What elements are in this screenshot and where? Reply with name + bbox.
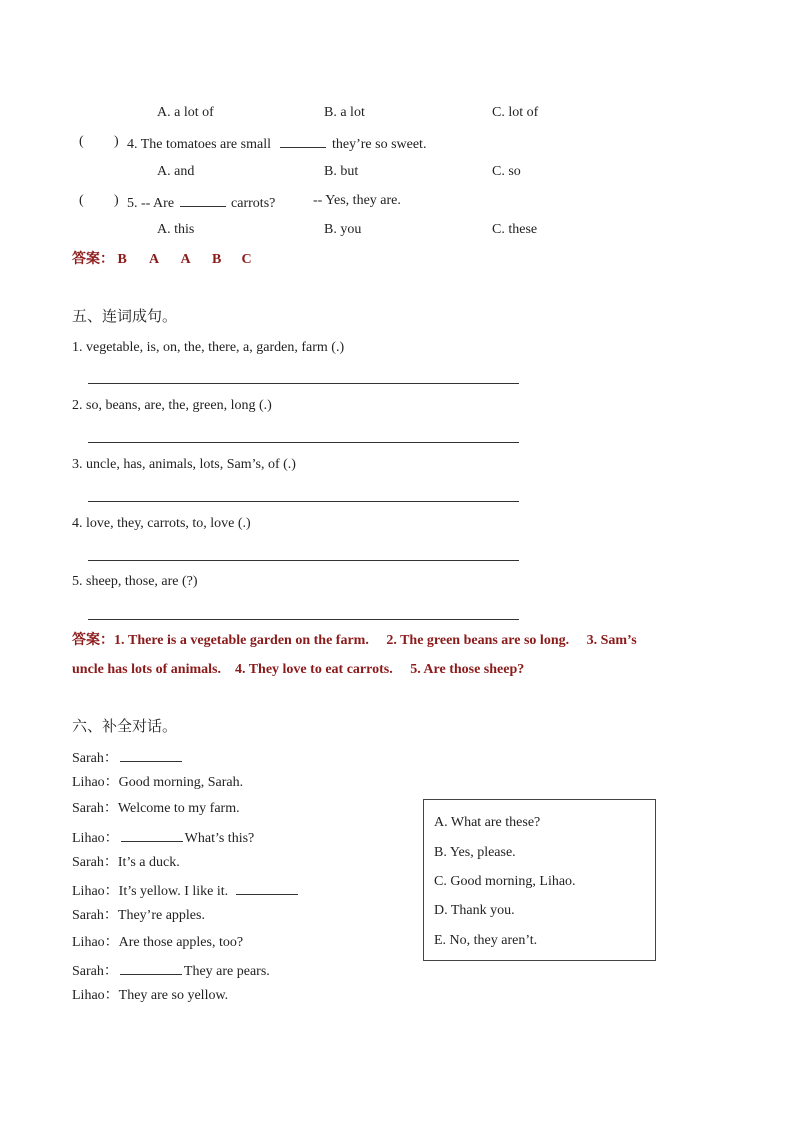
dialog-line — [72, 774, 243, 792]
dialog-line — [72, 800, 240, 818]
q4-option-a: A. and — [157, 164, 195, 179]
dialog-options-box — [423, 799, 656, 961]
dialog-text: They are pears. — [183, 964, 270, 979]
dialog-blank[interactable] — [121, 827, 183, 842]
dialog-text: They are so yellow. — [118, 988, 229, 1003]
question-4 — [127, 133, 426, 154]
dialog-text: They’re apples. — [117, 908, 205, 923]
dialog-blank[interactable] — [236, 880, 298, 895]
q4-option-c: C. so — [492, 164, 521, 179]
speaker: Lihao： — [72, 831, 119, 846]
speaker: Sarah： — [72, 908, 118, 923]
section4-answer-label: 答案： — [72, 252, 114, 267]
dialog-blank[interactable] — [120, 747, 182, 762]
sentence-item-5: 5. sheep, those, are (?) — [72, 574, 198, 589]
q5-blank[interactable] — [180, 192, 226, 207]
speaker: Lihao： — [72, 775, 119, 790]
section5-title: 五、连词成句。 — [72, 309, 178, 325]
q3-option-b: B. a lot — [324, 105, 365, 120]
dialog-option-c: C. Good morning, Lihao. — [434, 874, 576, 889]
speaker: Lihao： — [72, 988, 119, 1003]
q5-paren-left: ( — [79, 193, 84, 208]
answer-5: C — [241, 252, 252, 267]
section5-answer-line-2: uncle has lots of animals. 4. They love to eat carrots. 5. Are those sheep? — [72, 662, 525, 677]
answer-2: A — [149, 252, 160, 267]
dialog-text: It’s a duck. — [117, 855, 180, 870]
dialog-line — [72, 747, 184, 768]
dialog-line — [72, 960, 270, 981]
answer-line-2[interactable] — [88, 442, 519, 443]
section5-answer-text-1: 1. There is a vegetable garden on the farm. 2. The green beans are so long. 3. Sam’s — [114, 633, 637, 648]
answer-4: B — [212, 252, 222, 267]
q5-paren-right: ) — [114, 193, 119, 208]
dialog-option-e: E. No, they aren’t. — [434, 933, 538, 948]
speaker: Sarah： — [72, 801, 118, 816]
dialog-text: Welcome to my farm. — [117, 801, 240, 816]
section6-title: 六、补全对话。 — [72, 719, 178, 735]
sentence-item-3: 3. uncle, has, animals, lots, Sam’s, of (.) — [72, 457, 296, 472]
section4-answer — [72, 251, 252, 269]
q4-paren-left: ( — [79, 134, 84, 149]
section5-answer-label: 答案： — [72, 633, 114, 648]
q5-text-after: carrots? — [231, 196, 276, 211]
answer-line-1[interactable] — [88, 383, 519, 384]
q4-blank[interactable] — [280, 133, 326, 148]
q5-option-a: A. this — [157, 222, 195, 237]
answer-line-5[interactable] — [88, 619, 519, 620]
dialog-line — [72, 880, 300, 901]
speaker: Sarah： — [72, 964, 118, 979]
section5-answer-line-1 — [72, 632, 637, 650]
speaker: Lihao： — [72, 884, 119, 899]
dialog-option-b: B. Yes, please. — [434, 845, 516, 860]
dialog-text: Good morning, Sarah. — [118, 775, 244, 790]
sentence-item-4: 4. love, they, carrots, to, love (.) — [72, 516, 251, 531]
dialog-line — [72, 854, 180, 872]
q4-paren-right: ) — [114, 134, 119, 149]
dialog-line — [72, 907, 205, 925]
q3-option-c: C. lot of — [492, 105, 539, 120]
question-5 — [127, 192, 275, 213]
q4-option-b: B. but — [324, 164, 359, 179]
dialog-text: It’s yellow. I like it. — [118, 884, 229, 899]
q4-text-after: they’re so sweet. — [331, 137, 427, 152]
answer-1: B — [117, 252, 127, 267]
dialog-text: Are those apples, too? — [118, 935, 244, 950]
q4-text-before: 4. The tomatoes are small — [127, 137, 271, 152]
dialog-option-d: D. Thank you. — [434, 903, 515, 918]
dialog-line — [72, 934, 243, 952]
q5-reply: -- Yes, they are. — [313, 193, 401, 208]
sentence-item-2: 2. so, beans, are, the, green, long (.) — [72, 398, 272, 413]
answer-line-4[interactable] — [88, 560, 519, 561]
q5-text-before: 5. -- Are — [127, 196, 175, 211]
sentence-item-1: 1. vegetable, is, on, the, there, a, garden, farm (.) — [72, 340, 345, 355]
speaker: Lihao： — [72, 935, 119, 950]
q5-option-b: B. you — [324, 222, 362, 237]
dialog-blank[interactable] — [120, 960, 182, 975]
q5-option-c: C. these — [492, 222, 538, 237]
answer-line-3[interactable] — [88, 501, 519, 502]
speaker: Sarah： — [72, 751, 118, 766]
dialog-text: What’s this? — [184, 831, 255, 846]
dialog-option-a: A. What are these? — [434, 815, 541, 830]
q3-option-a: A. a lot of — [157, 105, 214, 120]
speaker: Sarah： — [72, 855, 118, 870]
dialog-line — [72, 827, 254, 848]
dialog-line — [72, 987, 228, 1005]
answer-3: A — [180, 252, 191, 267]
